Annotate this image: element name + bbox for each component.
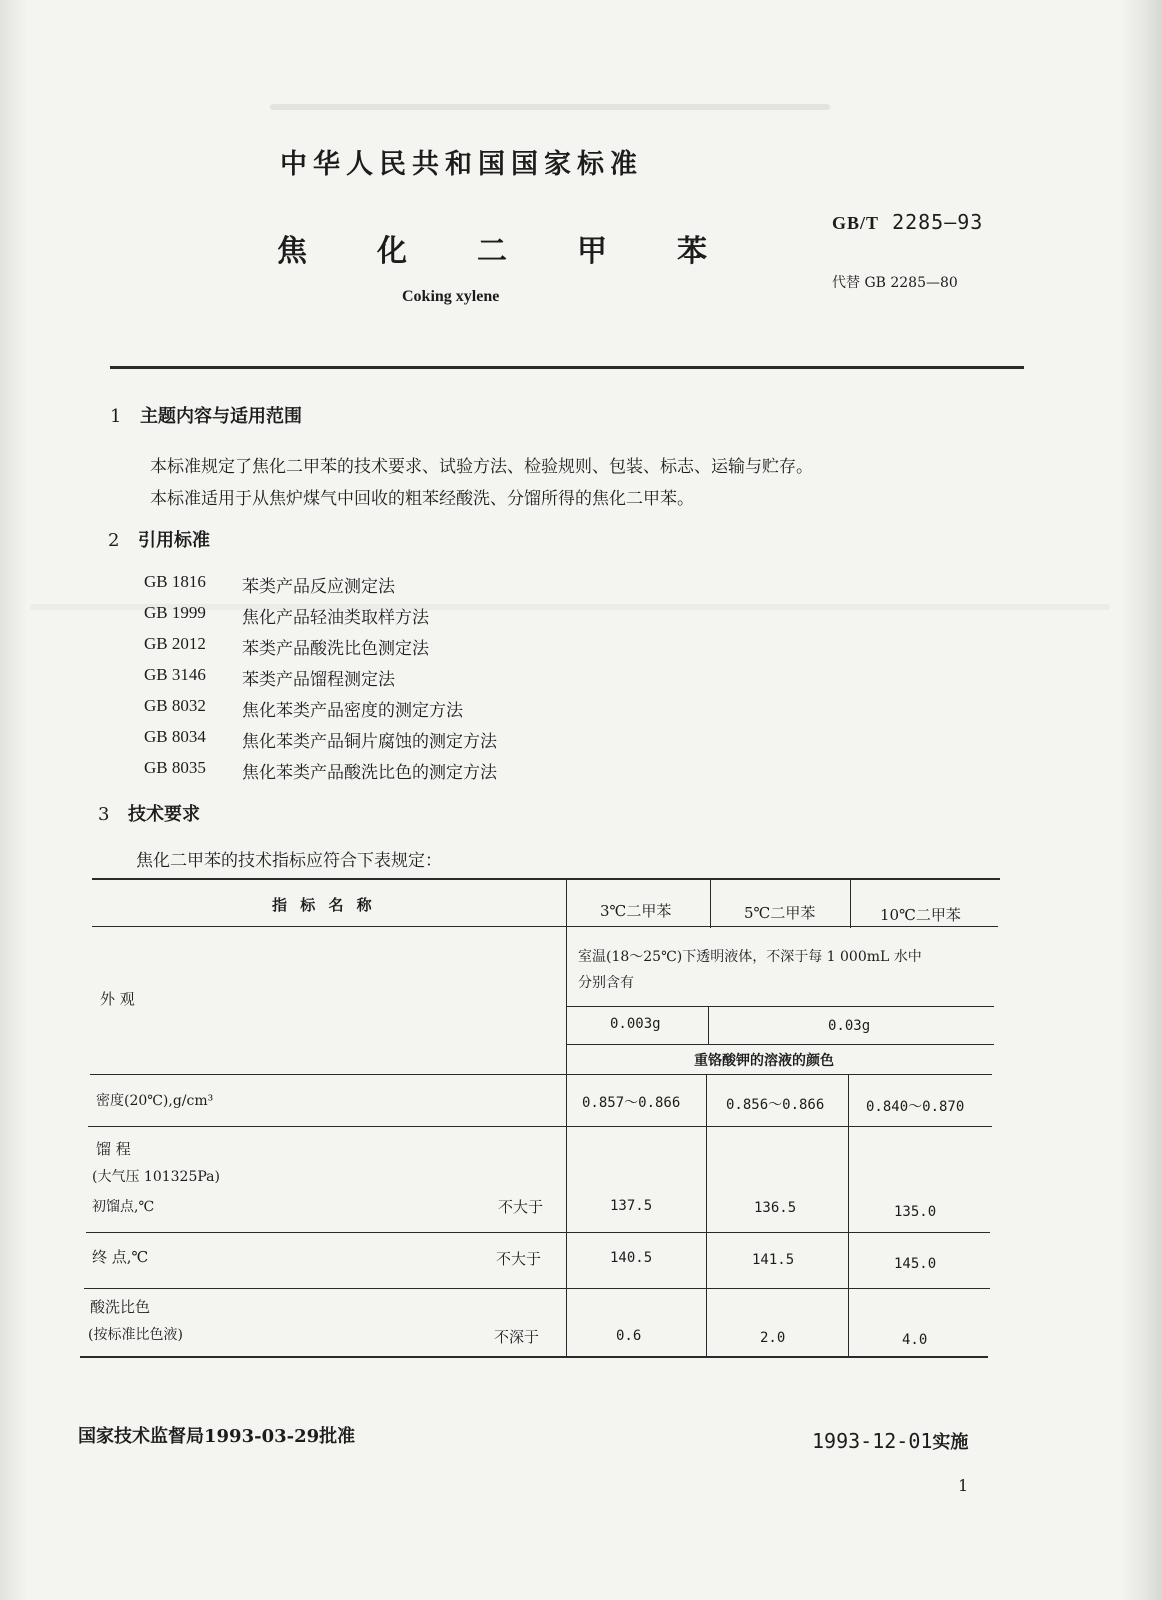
acid-wash-10c: 4.0 [902,1332,928,1348]
end-point-5c: 141.5 [752,1252,795,1268]
section-title: 引用标准 [138,530,210,551]
reference-name: 焦化产品轻油类取样方法 [242,608,429,628]
end-point-3c: 140.5 [610,1250,653,1266]
section-1-heading [110,402,302,428]
standard-code-number: 2285—93 [892,210,984,234]
column-header-5c: 5℃二甲苯 [744,904,816,922]
header-divider [110,366,1024,369]
acid-wash-sub-label: (按标准比色液) [88,1327,183,1343]
replaces-note: 代替 GB 2285—80 [832,275,958,291]
reference-code: GB 8035 [144,758,206,777]
reference-code: GB 2012 [144,634,206,653]
title-char: 苯 [677,234,707,269]
density-value-3c: 0.857～0.866 [582,1095,681,1111]
row-label-initial-boiling: 初馏点,℃ [92,1199,155,1215]
reference-name: 苯类产品反应测定法 [242,577,395,597]
column-header-name: 指 标 名 称 [272,896,376,914]
standard-code [832,210,983,234]
table-rule [710,880,711,928]
implementation-word: 实施 [932,1432,969,1453]
approval-note: 国家技术监督局1993-03-29批准 [78,1426,356,1447]
paragraph: 本标准适用于从焦炉煤气中回收的粗苯经酸洗、分馏所得的焦化二甲苯。 [150,489,694,509]
page-number: 1 [958,1476,969,1495]
limit-not-greater: 不大于 [498,1198,544,1216]
reference-code: GB 1999 [144,603,206,622]
reference-code: GB 3146 [144,665,206,684]
reference-item [144,665,395,690]
density-value-10c: 0.840～0.870 [866,1099,965,1115]
reference-item [144,758,497,783]
title-char: 焦 [277,234,307,269]
row-label-distillation: 馏 程 [96,1140,131,1158]
acid-wash-3c: 0.6 [616,1328,642,1344]
appearance-value-3c: 0.003g [610,1016,661,1032]
reference-code: GB 8034 [144,727,206,746]
standard-code-prefix: GB/T [832,213,880,233]
limit-not-greater: 不大于 [496,1250,542,1268]
reference-code: GB 1816 [144,572,206,591]
acid-wash-5c: 2.0 [760,1330,786,1346]
end-point-10c: 145.0 [894,1256,937,1272]
table-rule [708,1006,709,1044]
initial-boiling-5c: 136.5 [754,1200,797,1216]
section-3-heading [98,800,200,826]
reference-name: 焦化苯类产品酸洗比色的测定方法 [242,763,497,783]
section-title: 主题内容与适用范围 [140,406,302,427]
national-standard-heading: 中华人民共和国国家标准 [280,149,643,180]
row-label-density: 密度(20℃),g/cm³ [96,1093,214,1109]
scan-shadow-right [1120,0,1162,1600]
implementation-date: 1993-12-01 [812,1429,933,1453]
reference-name: 苯类产品馏程测定法 [242,670,395,690]
reference-item [144,572,395,597]
table-rule [848,1074,849,1356]
section-title: 技术要求 [128,804,200,825]
section-2-heading [108,526,210,552]
table-rule [92,926,998,927]
column-header-3c: 3℃二甲苯 [600,902,672,920]
implementation-note [812,1428,968,1454]
title-char: 化 [377,234,407,269]
reference-item [144,727,497,752]
row-label-acid-wash: 酸洗比色 [90,1298,151,1316]
reference-name: 苯类产品酸洗比色测定法 [242,639,429,659]
table-rule [86,1232,990,1233]
reference-name: 焦化苯类产品密度的测定方法 [242,701,463,721]
section-number: 3 [98,804,110,825]
title-char: 二 [477,234,507,269]
table-rule [84,1288,990,1289]
paragraph: 焦化二甲苯的技术指标应符合下表规定： [136,851,442,871]
section-number: 2 [108,530,120,551]
appearance-desc: 室温(18～25℃)下透明液体，不深于每 1 000mL 水中 [578,949,922,965]
scan-smudge [270,104,830,110]
reference-code: GB 8032 [144,696,206,715]
table-rule [850,880,851,928]
table-rule [706,1074,707,1356]
paragraph: 本标准规定了焦化二甲苯的技术要求、试验方法、检验规则、包装、标志、运输与贮存。 [150,457,813,477]
appearance-solution: 重铬酸钾的溶液的颜色 [694,1053,834,1069]
table-rule [90,1074,992,1075]
limit-not-darker: 不深于 [494,1328,540,1346]
appearance-desc: 分别含有 [578,975,634,991]
distillation-pressure: (大气压 101325Pa) [92,1169,220,1185]
table-rule [92,878,1000,880]
document-title [268,226,716,270]
scan-shadow-left [0,0,28,1600]
section-number: 1 [110,406,122,427]
initial-boiling-10c: 135.0 [894,1204,937,1220]
table-rule [566,878,567,1356]
appearance-value-5c-10c: 0.03g [828,1018,871,1034]
initial-boiling-3c: 137.5 [610,1198,653,1214]
reference-item [144,634,429,659]
reference-item [144,603,429,628]
row-label-end-point: 终 点,℃ [92,1248,149,1266]
density-value-5c: 0.856～0.866 [726,1097,825,1113]
table-rule [566,1006,994,1007]
table-rule [566,1044,994,1045]
reference-name: 焦化苯类产品铜片腐蚀的测定方法 [242,732,497,752]
table-rule [80,1356,988,1358]
title-char: 甲 [577,234,607,269]
table-rule [88,1126,992,1127]
english-title: Coking xylene [402,288,500,305]
reference-item [144,696,463,721]
row-label-appearance: 外 观 [100,990,135,1008]
column-header-10c: 10℃二甲苯 [880,906,961,924]
